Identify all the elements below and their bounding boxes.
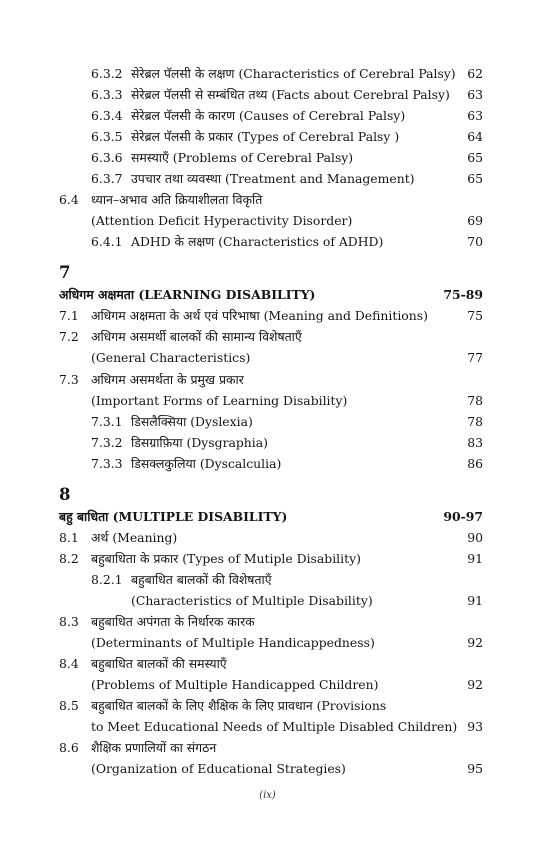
page-reference: 77 [467, 350, 483, 365]
page-reference: 64 [467, 129, 483, 144]
section-title: उपचार तथा व्यवस्था (Treatment and Management) [131, 171, 415, 186]
toc-entry [0, 654, 535, 674]
page-reference: 62 [467, 66, 483, 81]
page-reference: 83 [467, 435, 483, 450]
section-number: 6.4 [59, 192, 79, 207]
toc-entry [0, 391, 535, 411]
section-number: 6.3.7 [91, 171, 123, 186]
section-title: ADHD के लक्षण (Characteristics of ADHD) [131, 234, 384, 249]
section-number: 8.6 [59, 740, 79, 755]
section-number: 6.4.1 [91, 234, 123, 249]
toc-entry [0, 169, 535, 189]
section-title: समस्याएँ (Problems of Cerebral Palsy) [131, 150, 354, 165]
section-title: शैक्षिक प्रणालियों का संगठन [91, 740, 217, 755]
page-reference: 91 [467, 551, 483, 566]
section-number: 8.3 [59, 614, 79, 629]
section-title: अधिगम अक्षमता के अर्थ एवं परिभाषा (Meaning and Definitions) [91, 308, 428, 323]
page-reference: 92 [467, 677, 483, 692]
page-reference: 95 [467, 761, 483, 776]
toc-entry [0, 612, 535, 632]
section-title: बहुबाधिता के प्रकार (Types of Mutiple Disability) [91, 551, 361, 566]
section-title: डिसलैक्सिया (Dyslexia) [131, 414, 253, 429]
page-reference: 78 [467, 393, 483, 408]
toc-entry [0, 570, 535, 590]
page-number-footer: (ix) [259, 790, 276, 801]
page-reference: 86 [467, 456, 483, 471]
page-reference: 70 [467, 234, 483, 249]
toc-entry [0, 528, 535, 548]
section-number: 7.2 [59, 329, 79, 344]
section-title: सेरेब्रल पॅलसी से सम्बंधित तथ्य (Facts about Cerebral Palsy) [131, 87, 450, 102]
toc-entry [0, 454, 535, 474]
toc-entry [0, 370, 535, 390]
page-reference: 63 [467, 108, 483, 123]
toc-entry [0, 306, 535, 326]
section-number: 8.1 [59, 530, 79, 545]
section-number: 6.3.6 [91, 150, 123, 165]
section-title: अर्थ (Meaning) [91, 530, 178, 545]
section-title: अधिगम असमर्थी बालकों की सामान्य विशेषताएँ [91, 329, 302, 344]
toc-entry [0, 64, 535, 84]
section-number: 7.1 [59, 308, 79, 323]
section-number: 6.3.5 [91, 129, 123, 144]
section-number: 6.3.2 [91, 66, 123, 81]
section-title: (Characteristics of Multiple Disability) [131, 593, 373, 608]
page-reference: 69 [467, 213, 483, 228]
section-number: 7.3.3 [91, 456, 123, 471]
toc-entry [0, 633, 535, 653]
page-reference: 92 [467, 635, 483, 650]
toc-entry [0, 327, 535, 347]
section-title: to Meet Educational Needs of Multiple Disabled Children) [91, 719, 458, 734]
page-reference: 65 [467, 171, 483, 186]
toc-entry [0, 696, 535, 716]
toc-entry [0, 591, 535, 611]
page-reference: 78 [467, 414, 483, 429]
toc-entry [0, 232, 535, 252]
chapter-heading [0, 507, 535, 527]
section-title: बहु बाधिता (MULTIPLE DISABILITY) [59, 509, 288, 524]
section-title: सेरेब्रल पॅलसी के लक्षण (Characteristics of Cerebral Palsy) [131, 66, 456, 81]
toc-entry [0, 433, 535, 453]
section-title: बहुबाधित बालकों की समस्याएँ [91, 656, 227, 671]
section-number: 7.3 [59, 372, 79, 387]
section-title: बहुबाधित बालकों की विशेषताएँ [131, 572, 272, 587]
section-title: बहुबाधित अपंगता के निर्धारक कारक [91, 614, 255, 629]
toc-entry [0, 190, 535, 210]
section-number: 6.3.4 [91, 108, 123, 123]
page-reference: 75-89 [443, 287, 483, 302]
section-title: सेरेब्रल पॅलसी के प्रकार (Types of Cerebral Palsy ) [131, 129, 400, 144]
section-title: (Attention Deficit Hyperactivity Disorder) [91, 213, 353, 228]
section-title: अधिगम अक्षमता (LEARNING DISABILITY) [59, 287, 316, 302]
toc-entry [0, 348, 535, 368]
section-number: 8.4 [59, 656, 79, 671]
section-title: सेरेब्रल पॅलसी के कारण (Causes of Cerebral Palsy) [131, 108, 406, 123]
section-number: 8.2 [59, 551, 79, 566]
toc-entry [0, 127, 535, 147]
section-title: (General Characteristics) [91, 350, 251, 365]
section-title: (Organization of Educational Strategies) [91, 761, 346, 776]
section-number: 8.2.1 [91, 572, 123, 587]
section-number: 8.5 [59, 698, 79, 713]
page-reference: 93 [467, 719, 483, 734]
toc-entry [0, 85, 535, 105]
section-title: ध्यान–अभाव अति क्रियाशीलता विकृति [91, 192, 263, 207]
section-title: डिसग्राफ़िया (Dysgraphia) [131, 435, 268, 450]
page-reference: 65 [467, 150, 483, 165]
section-title: (Determinants of Multiple Handicappedness) [91, 635, 375, 650]
toc-entry [0, 717, 535, 737]
section-title: बहुबाधित बालकों के लिए शैक्षिक के लिए प्रावधान (Provisions [91, 698, 387, 713]
toc-entry [0, 211, 535, 231]
section-title: डिसक्लकुलिया (Dyscalculia) [131, 456, 282, 471]
page-reference: 90 [467, 530, 483, 545]
page-reference: 91 [467, 593, 483, 608]
toc-entry [0, 549, 535, 569]
toc-entry [0, 738, 535, 758]
page-reference: 90-97 [443, 509, 483, 524]
section-number: 7.3.1 [91, 414, 123, 429]
toc-entry [0, 106, 535, 126]
toc-entry [0, 148, 535, 168]
chapter-number: 8 [59, 485, 71, 504]
chapter-number: 7 [59, 263, 71, 282]
section-title: (Problems of Multiple Handicapped Children) [91, 677, 379, 692]
toc-entry [0, 759, 535, 779]
section-title: अधिगम असमर्थता के प्रमुख प्रकार [91, 372, 244, 387]
page-reference: 63 [467, 87, 483, 102]
chapter-heading [0, 285, 535, 305]
toc-entry [0, 412, 535, 432]
page-reference: 75 [467, 308, 483, 323]
section-number: 6.3.3 [91, 87, 123, 102]
section-number: 7.3.2 [91, 435, 123, 450]
toc-entry [0, 675, 535, 695]
section-title: (Important Forms of Learning Disability) [91, 393, 348, 408]
